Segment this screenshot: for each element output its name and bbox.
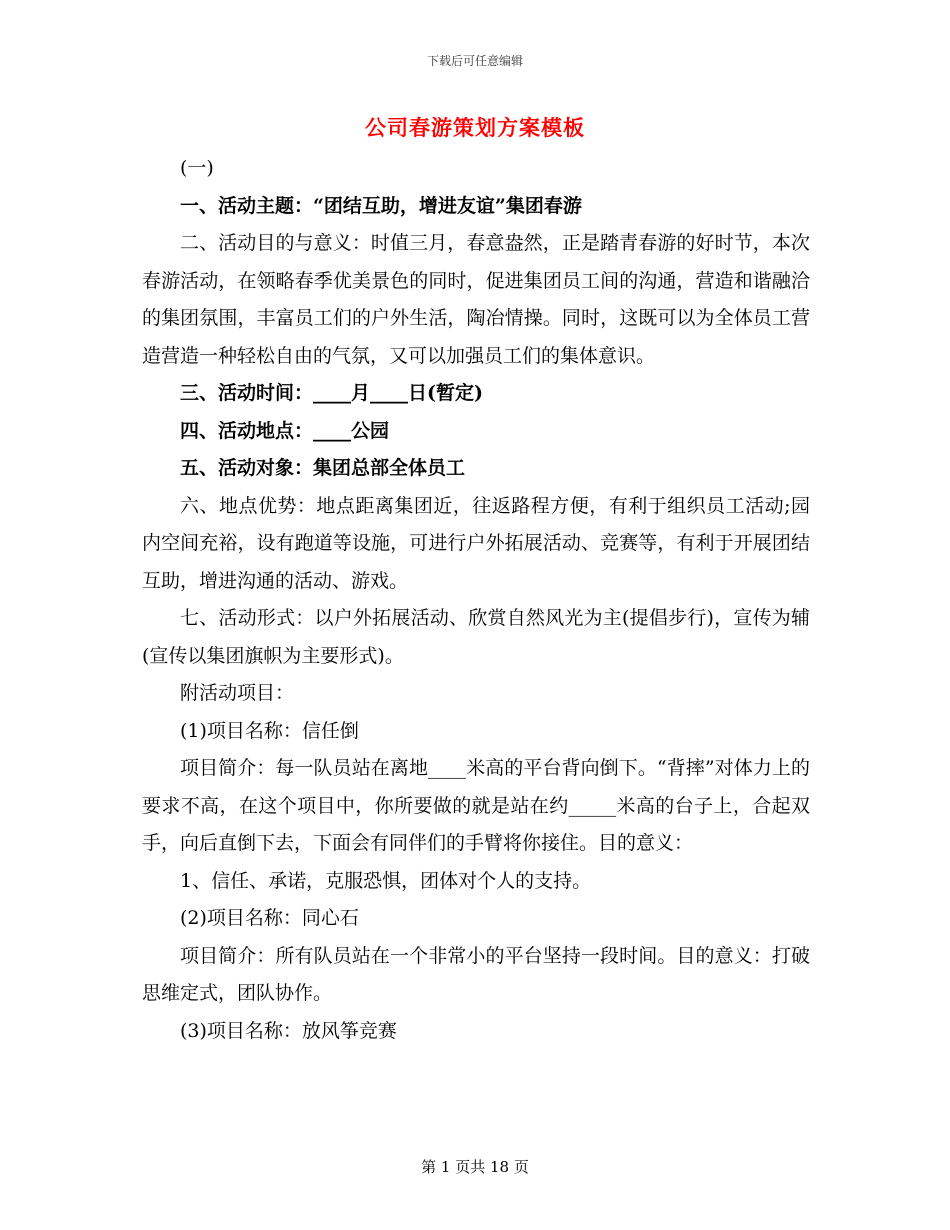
- page-number: 第 1 页共 18 页: [421, 1158, 529, 1176]
- paragraph-project-1-meaning: 1、信任、承诺，克服恐惧，团体对个人的支持。: [180, 869, 592, 892]
- paragraph-activity-theme: 一、活动主题：“团结互助，增进友谊”集团春游: [180, 194, 582, 217]
- paragraph-project-1-name: (1)项目名称：信任倒: [180, 719, 359, 742]
- paragraph-activity-form: 七、活动形式：以户外拓展活动、欣赏自然风光为主(提倡步行)，宣传为辅(宣传以集团旗帜为主要形式)。: [142, 607, 810, 667]
- paragraph-project-2-intro: 项目简介：所有队员站在一个非常小的平台坚持一段时间。目的意义：打破思维定式，团队协作。: [142, 944, 810, 1004]
- paragraph-activity-location: 四、活动地点：____公园: [180, 419, 390, 442]
- paragraph-appendix-heading: 附活动项目：: [180, 682, 295, 704]
- paragraph-purpose: 二、活动目的与意义：时值三月，春意盎然，正是踏青春游的好时节，本次春游活动，在领略春季优美景色的同时，促进集团员工间的沟通，营造和谐融洽的集团氛围，丰富员工们的户外生活，陶冶情操。同时，这既可以为全体员工营造营造一种轻松自由的气氛，又可以加强员工们的集体意识。: [142, 232, 810, 367]
- paragraph-activity-target: 五、活动对象：集团总部全体员工: [180, 457, 466, 479]
- paragraph-project-1-intro: 项目简介：每一队员站在离地____米高的平台背向倒下。“背摔”对体力上的要求不高，在这个项目中，你所要做的就是站在约_____米高的台子上，合起双手，向后直倒下去，下面会有同伴们的手臂将你接住。目的意义：: [142, 757, 810, 854]
- document-body: [142, 150, 810, 1050]
- document-title: 公司春游策划方案模板: [365, 115, 585, 140]
- paragraph-project-3-name: (3)项目名称：放风筝竞赛: [180, 1019, 397, 1042]
- paragraph-location-advantage: 六、地点优势：地点距离集团近，往返路程方便，有利于组织员工活动;园内空间充裕，设有跑道等设施，可进行户外拓展活动、竞赛等，有利于开展团结互助，增进沟通的活动、游戏。: [142, 494, 810, 592]
- paragraph-activity-time: 三、活动时间：____月____日(暂定): [180, 382, 483, 404]
- paragraph-project-2-name: (2)项目名称：同心石: [180, 907, 359, 929]
- page-header-note: 下载后可任意编辑: [426, 54, 523, 68]
- paragraph-section-marker: (一): [180, 157, 214, 179]
